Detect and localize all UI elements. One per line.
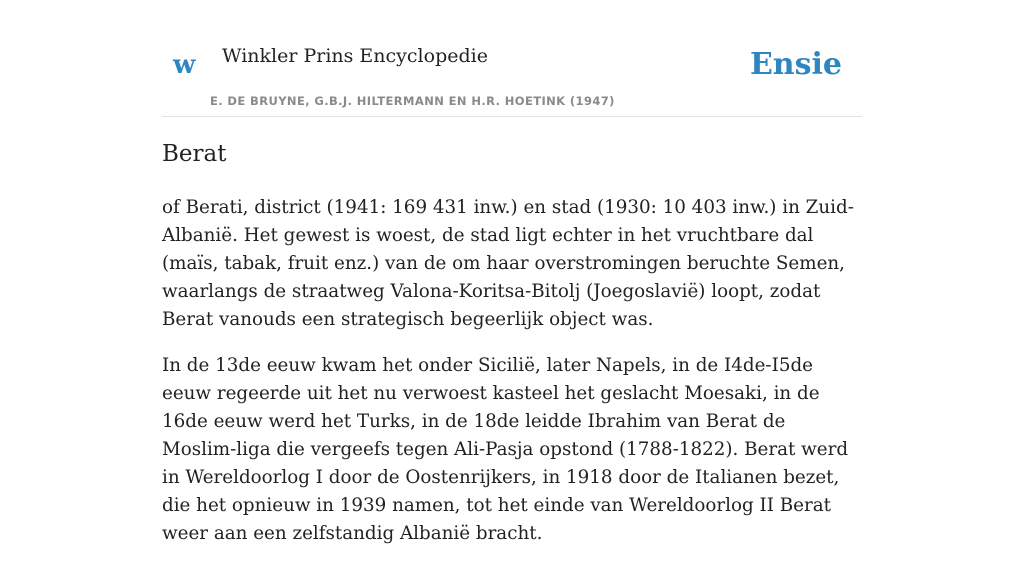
article — [162, 138, 862, 566]
article-title: Berat — [162, 141, 227, 167]
article-paragraph-1: of Berati, district (1941: 169 431 inw.) en stad (1930: 10 403 inw.) in Zuid-Albanië. Het gewest is woest, de stad ligt echter in het vruchtbare dal (maïs, tabak, fruit enz.) van de om haar overstromingen beruchte Semen, waarlangs de straatweg Valona-Koritsa-Bitolj (Joegoslavië) loopt, zodat Berat vanouds een strategisch begeerlijk object was. — [162, 197, 854, 331]
site-header — [162, 0, 862, 117]
site-title: Winkler Prins Encyclopedie — [222, 45, 488, 67]
article-paragraph-2: In de 13de eeuw kwam het onder Sicilië, later Napels, in de I4de-I5de eeuw regeerde uit het nu verwoest kasteel het geslacht Moesaki, in de 16de eeuw werd het Turks, in de 18de leidde Ibrahim van Berat de Moslim-liga die vergeefs tegen Ali-Pasja opstond (1788-1822). Berat werd in Wereldoorlog I door de Oostenrijkers, in 1918 door de Italianen bezet, die het opnieuw in 1939 namen, tot het einde van Wereldoorlog II Berat weer aan een zelfstandig Albanië bracht. — [162, 355, 849, 545]
logo-icon[interactable]: w — [173, 50, 196, 80]
brand-link[interactable]: Ensie — [749, 47, 842, 82]
authors-line: E. DE BRUYNE, G.B.J. HILTERMANN EN H.R. HOETINK (1947) — [210, 94, 615, 108]
